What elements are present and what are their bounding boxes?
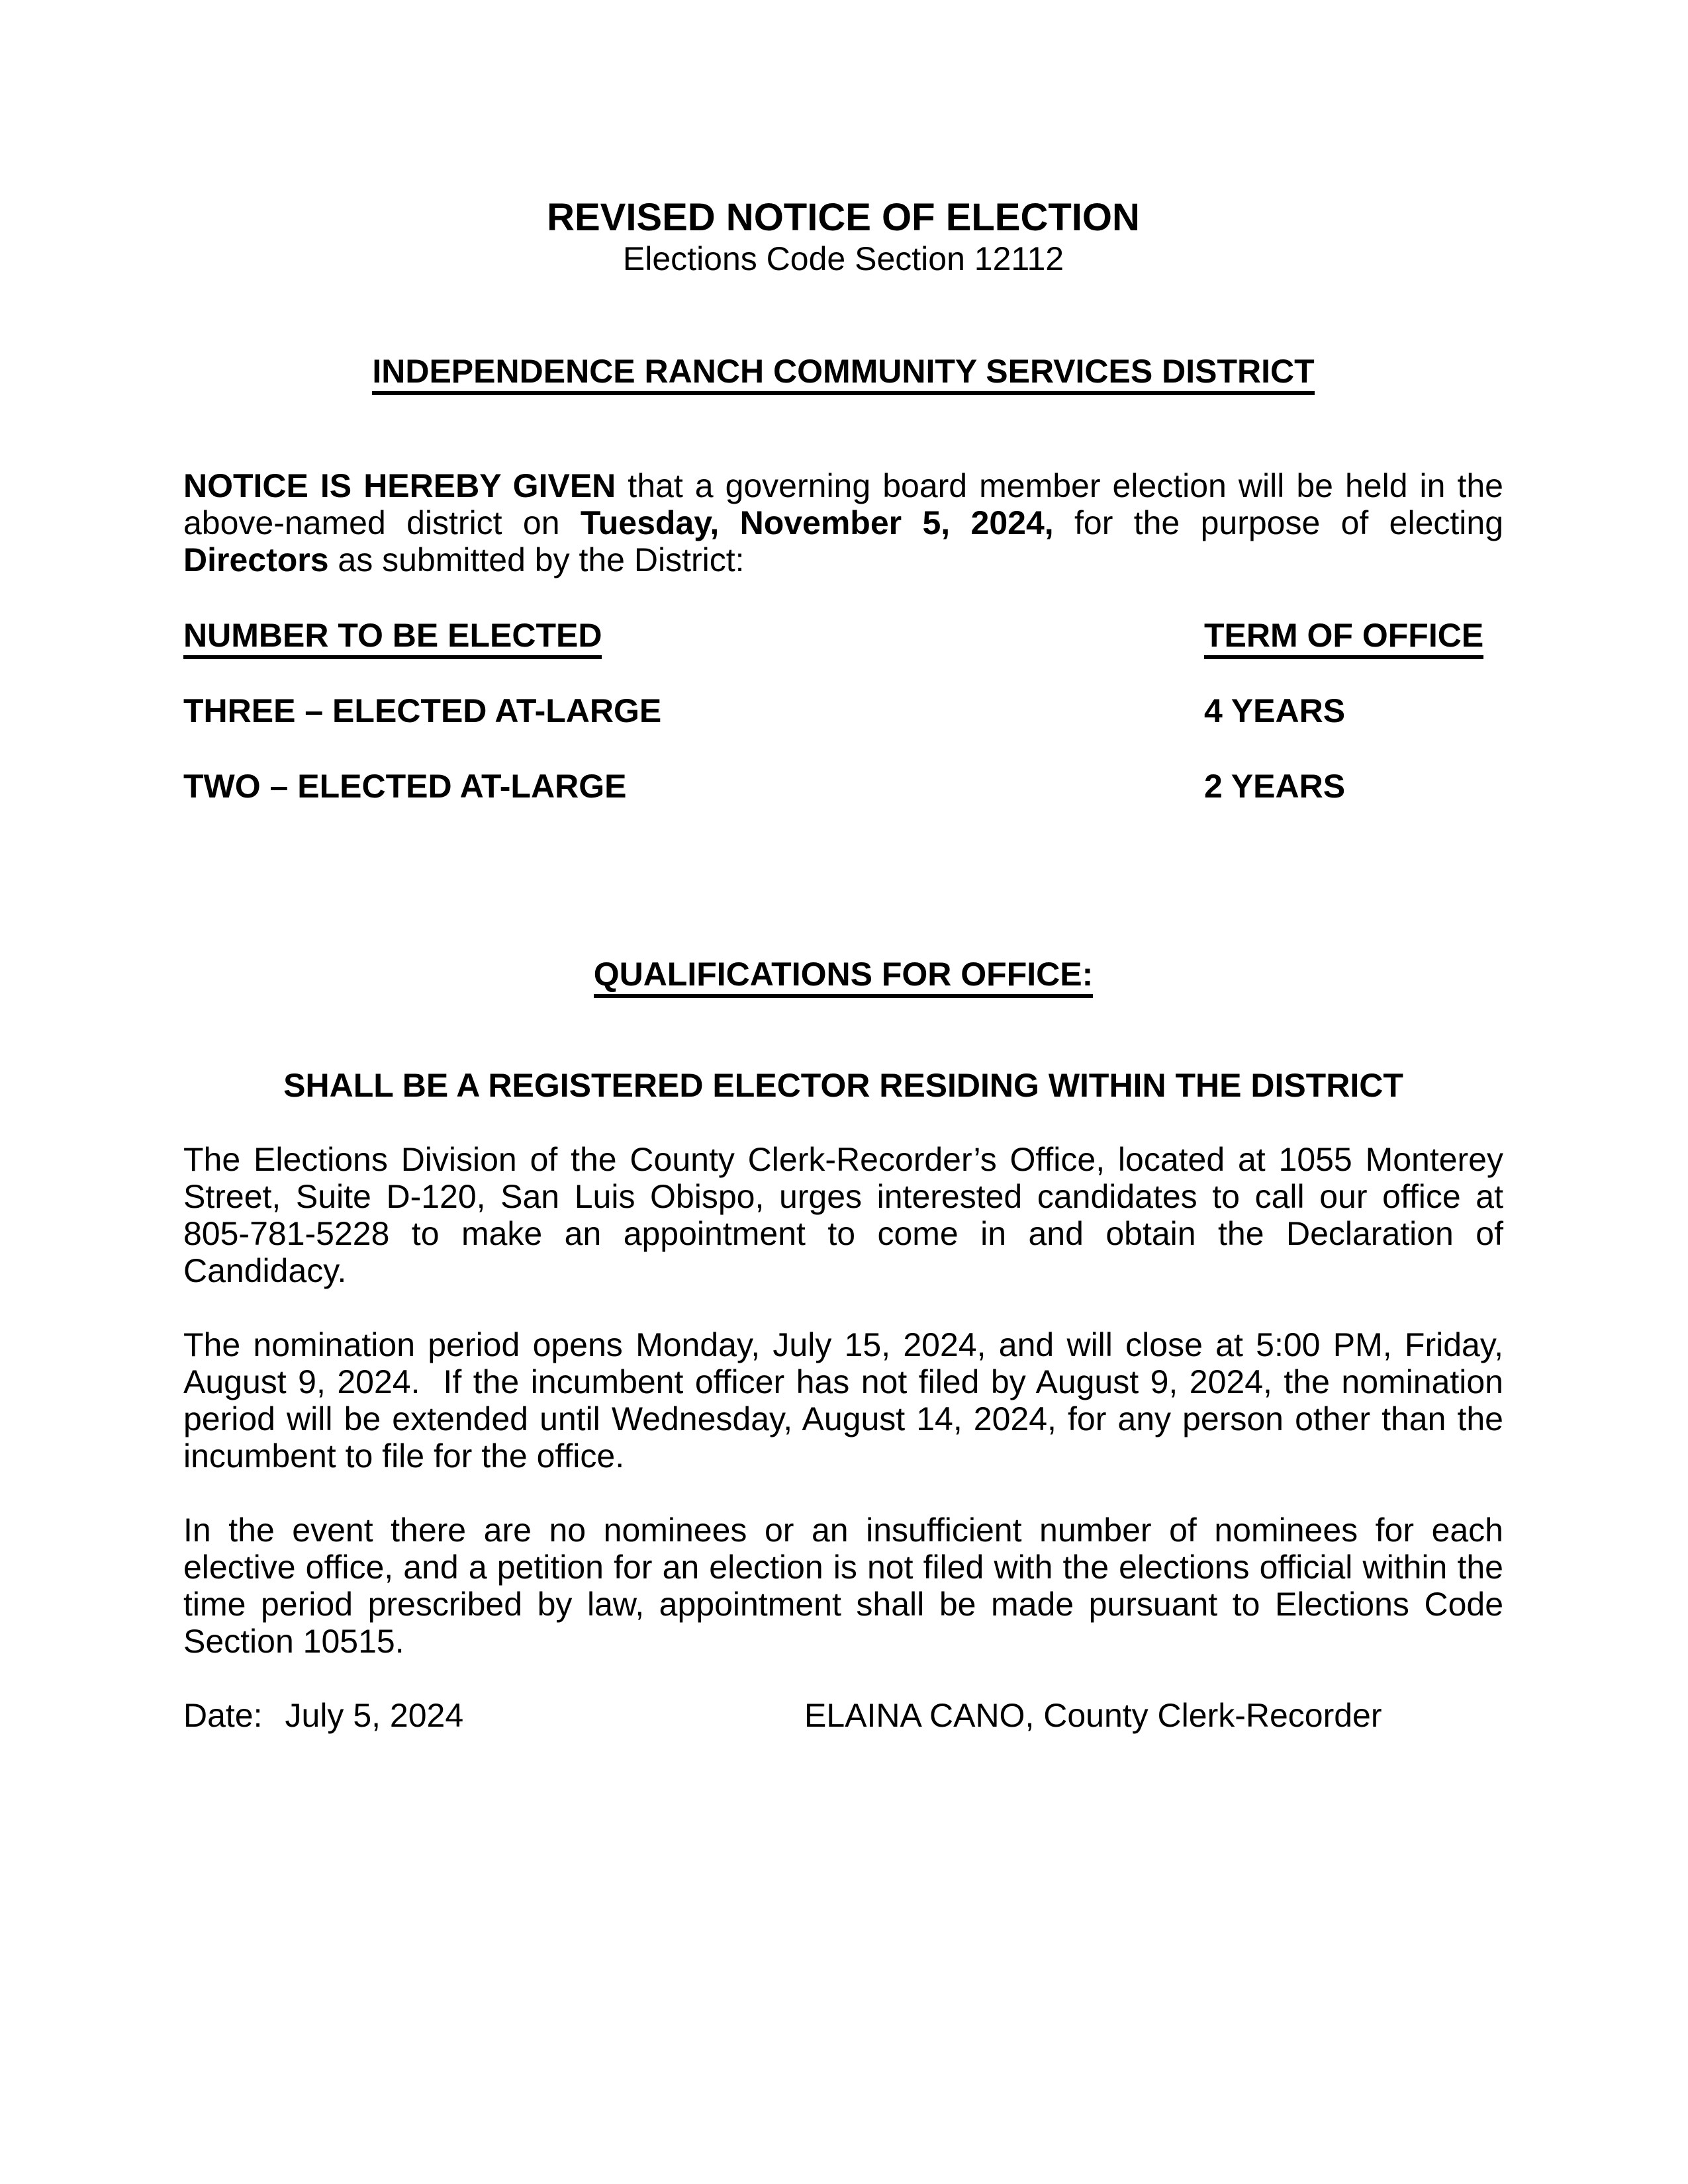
term-cell: 4 YEARS xyxy=(1204,692,1346,729)
term-of-office-header-cell xyxy=(1204,617,1503,654)
number-elected-cell: THREE – ELECTED AT-LARGE xyxy=(183,692,662,729)
term-of-office-header: TERM OF OFFICE xyxy=(1204,617,1483,659)
date-signature-row xyxy=(183,1697,1503,1734)
number-elected-cell: TWO – ELECTED AT-LARGE xyxy=(183,768,627,805)
qualifications-heading xyxy=(183,956,1503,993)
paragraph-nomination-period: The nomination period opens Monday, July 15, 2024, and will close at 5:00 PM, Friday, August 9, 2024. If the incumbent officer has not filed by August 9, 2024, the nomination period will be extended until Wednesday, August 14, 2024, for any person other than the incumbent to file for the office. xyxy=(183,1326,1503,1475)
document-subtitle: Elections Code Section 12112 xyxy=(622,240,1064,277)
table-row xyxy=(183,692,1503,729)
notice-text: as submitted by the District: xyxy=(328,541,745,578)
date-label: Date: xyxy=(183,1697,263,1734)
number-elected-header: NUMBER TO BE ELECTED xyxy=(183,617,602,659)
election-table-header xyxy=(183,617,1503,654)
notice-text: for the purpose of electing xyxy=(1053,504,1504,541)
date-value: July 5, 2024 xyxy=(285,1697,464,1734)
notice-paragraph xyxy=(183,467,1503,578)
document-title: REVISED NOTICE OF ELECTION xyxy=(547,196,1140,239)
signature-text: ELAINA CANO, County Clerk-Recorder xyxy=(804,1697,1382,1734)
qualifications-statement: SHALL BE A REGISTERED ELECTOR RESIDING WITHIN THE DISTRICT xyxy=(283,1067,1403,1104)
district-heading-text: INDEPENDENCE RANCH COMMUNITY SERVICES DISTRICT xyxy=(372,353,1314,395)
number-elected-header-cell xyxy=(183,617,1204,654)
date-cell xyxy=(183,1697,804,1734)
table-row xyxy=(183,768,1503,805)
district-heading xyxy=(183,352,1503,390)
paragraph-no-nominees: In the event there are no nominees or an insufficient number of nominees for each elective office, and a petition for an election is not filed with the elections official within the time period prescribed by law, appointment shall be made pursuant to Elections Code Section 10515. xyxy=(183,1512,1503,1660)
election-date-bold: Tuesday, November 5, 2024, xyxy=(580,504,1054,541)
directors-bold: Directors xyxy=(183,541,329,578)
document-content xyxy=(183,0,1503,1734)
qualifications-heading-text: QUALIFICATIONS FOR OFFICE: xyxy=(594,956,1094,998)
notice-text: that a governing board member election will be held in the above-named district on xyxy=(183,467,1503,541)
paragraph-elections-division: The Elections Division of the County Clerk-Recorder’s Office, located at 1055 Monterey Street, Suite D-120, San Luis Obispo, urges interested candidates to call our office at 805-781-5228 to make an appointment to come in and obtain the Declaration of Candidacy. xyxy=(183,1141,1503,1289)
notice-given-bold: NOTICE IS HEREBY GIVEN xyxy=(183,467,616,504)
term-cell: 2 YEARS xyxy=(1204,768,1346,805)
